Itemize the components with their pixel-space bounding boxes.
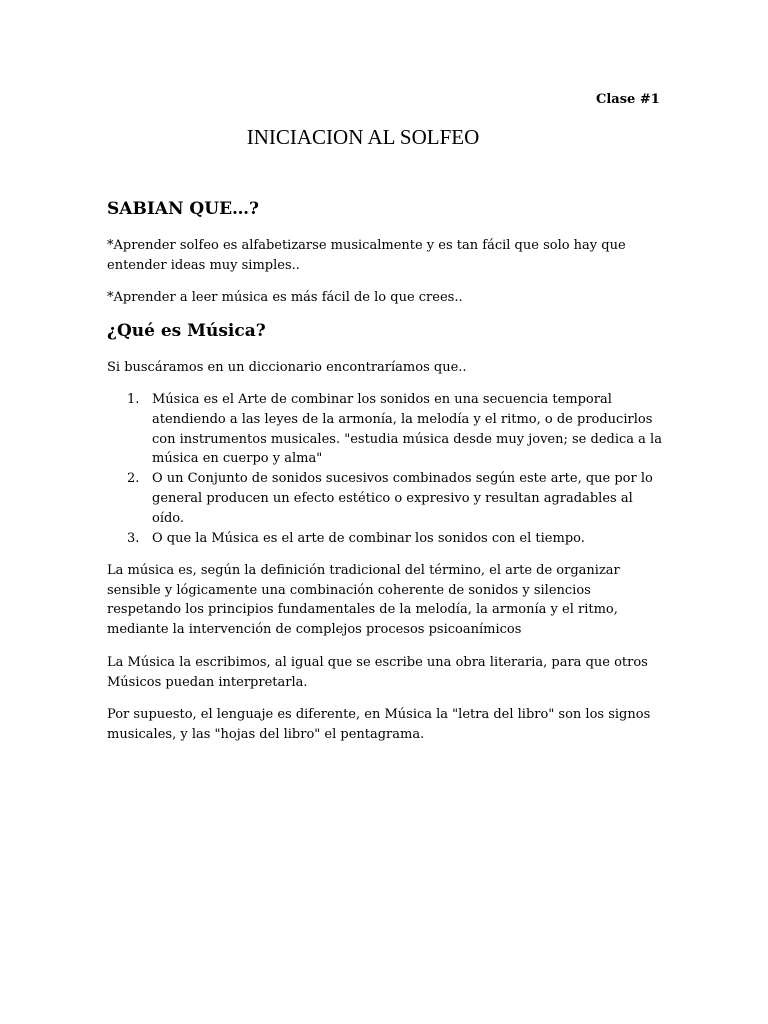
list-item-text: O un Conjunto de sonidos sucesivos combinados según este arte, que por lo general producen un efecto estético o expresivo y resultan agradables al oído.: [152, 471, 653, 526]
paragraph-diccionario-intro: Si buscáramos en un diccionario encontraríamos que..: [107, 360, 467, 375]
list-item-number: 3.: [127, 530, 140, 546]
list-item-number: 2.: [127, 471, 140, 487]
class-number-label: Clase #1: [596, 92, 660, 107]
list-item: [107, 390, 663, 469]
paragraph-escribimos: La Música la escribimos, al igual que se escribe una obra literaria, para que otros Músicos puedan interpretarla.: [107, 655, 648, 690]
paragraph-leer-musica: *Aprender a leer música es más fácil de lo que crees..: [107, 290, 463, 305]
paragraph-definicion-tradicional: La música es, según la definición tradicional del término, el arte de organizar sensible y lógicamente una combinación coherente de sonidos y silencios respetando los principios fundamentales de la melodía, la armonía y el ritmo, mediante la intervención de complejos procesos psicoanímicos: [107, 563, 620, 637]
paragraph-solfeo: *Aprender solfeo es alfabetizarse musicalmente y es tan fácil que solo hay que entender ideas muy simples..: [107, 238, 626, 273]
list-item-text: Música es el Arte de combinar los sonidos en una secuencia temporal atendiendo a las leyes de la armonía, la melodía y el ritmo, o de producirlos con instrumentos musicales. "estudia música desde muy joven; se dedica a la música en cuerpo y alma": [152, 392, 662, 467]
list-item-text: O que la Música es el arte de combinar los sonidos con el tiempo.: [152, 530, 585, 546]
definitions-list: [107, 390, 663, 548]
paragraph-lenguaje: Por supuesto, el lenguaje es diferente, en Música la "letra del libro" son los signos musicales, y las "hojas del libro" el pentagrama.: [107, 707, 651, 742]
section-heading-que-es-musica: ¿Qué es Música?: [107, 321, 266, 341]
list-item-number: 1.: [127, 392, 140, 407]
section-heading-sabian: SABIAN QUE…?: [107, 199, 259, 219]
list-item: [107, 469, 663, 528]
document-title: INICIACION AL SOLFEO: [246, 125, 480, 149]
list-item: [107, 529, 663, 549]
